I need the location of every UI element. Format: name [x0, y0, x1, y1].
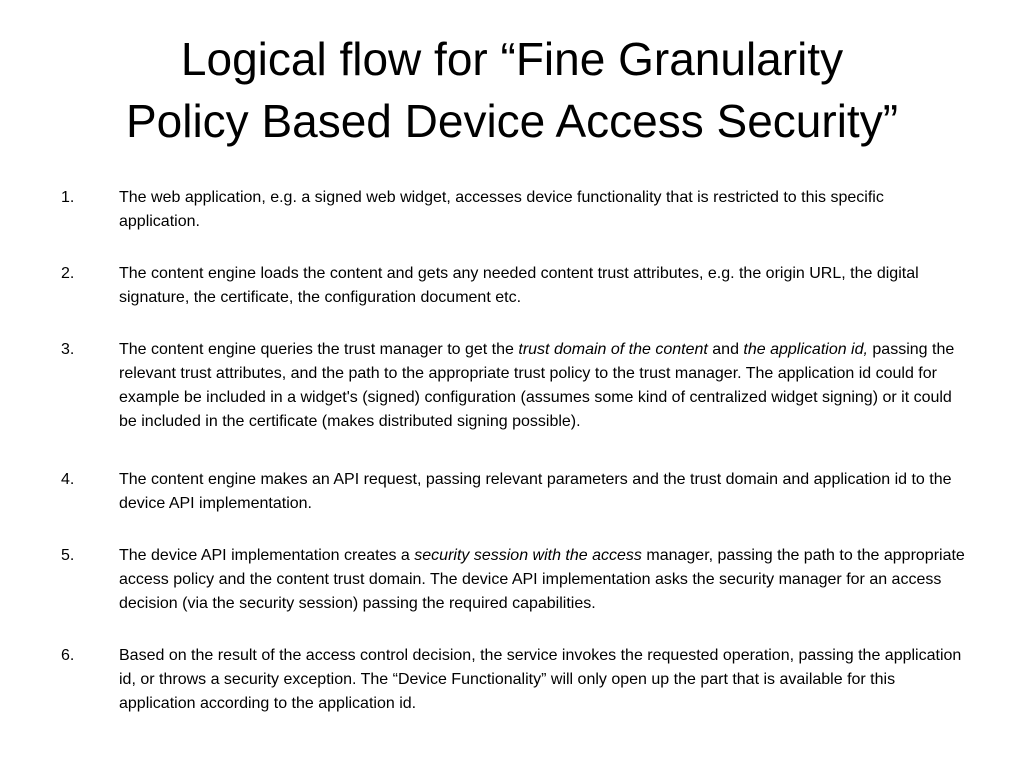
list-item-text — [119, 338, 968, 434]
list-item-6 — [58, 644, 968, 716]
text-segment: The device API implementation creates a — [119, 547, 415, 564]
slide-title-line-2: Policy Based Device Access Security” — [125, 95, 899, 147]
list-item-4 — [58, 468, 968, 516]
list-item-1 — [58, 186, 968, 234]
list-item-text: Based on the result of the access control decision, the service invokes the requested operation, passing the application id, or throws a security exception. The “Device Functionality” will only open up the part that is available for this application according to the application id. — [119, 647, 962, 712]
list-item-text: The content engine loads the content and gets any needed content trust attributes, e.g. the origin URL, the digital signature, the certificate, the configuration document etc. — [119, 265, 919, 306]
list-item-2 — [58, 262, 968, 310]
text-segment: passing the relevant trust attributes, and the path to the appropriate trust policy to the trust manager. The application id could for example be included in a widget's (signed) configuration (assumes some kind of centralized widget signing) or it could be included in the certificate (makes distributed signing possible). — [119, 341, 955, 430]
list-item-number: 2. — [61, 265, 75, 282]
list-item-number: 6. — [61, 647, 75, 664]
list-item-number: 5. — [61, 547, 75, 564]
text-segment: manager, passing the path to the appropriate access policy and the content trust domain. The device API implementation asks the security manager for an access decision (via the security session) passing the required capabilities. — [119, 547, 965, 612]
slide-title — [40, 28, 984, 152]
list-item-text: The web application, e.g. a signed web widget, accesses device functionality that is restricted to this specific application. — [119, 189, 884, 230]
emphasized-text: trust domain of the content — [518, 341, 708, 358]
slide-title-line-1: Logical flow for “Fine Granularity — [180, 33, 844, 85]
list-item-text: The content engine makes an API request, passing relevant parameters and the trust domain and application id to the device API implementation. — [119, 471, 952, 512]
text-segment: and — [707, 341, 744, 358]
list-item-number: 3. — [61, 341, 75, 358]
list-item-number: 4. — [61, 471, 75, 488]
list-item-text — [119, 544, 968, 616]
numbered-list — [58, 186, 968, 716]
emphasized-text: the application id, — [743, 341, 868, 358]
emphasized-text: security session with the access — [414, 547, 642, 564]
list-item-number: 1. — [61, 189, 75, 206]
list-item-5 — [58, 544, 968, 616]
text-segment: The content engine queries the trust manager to get the — [119, 341, 519, 358]
list-item-3 — [58, 338, 968, 434]
